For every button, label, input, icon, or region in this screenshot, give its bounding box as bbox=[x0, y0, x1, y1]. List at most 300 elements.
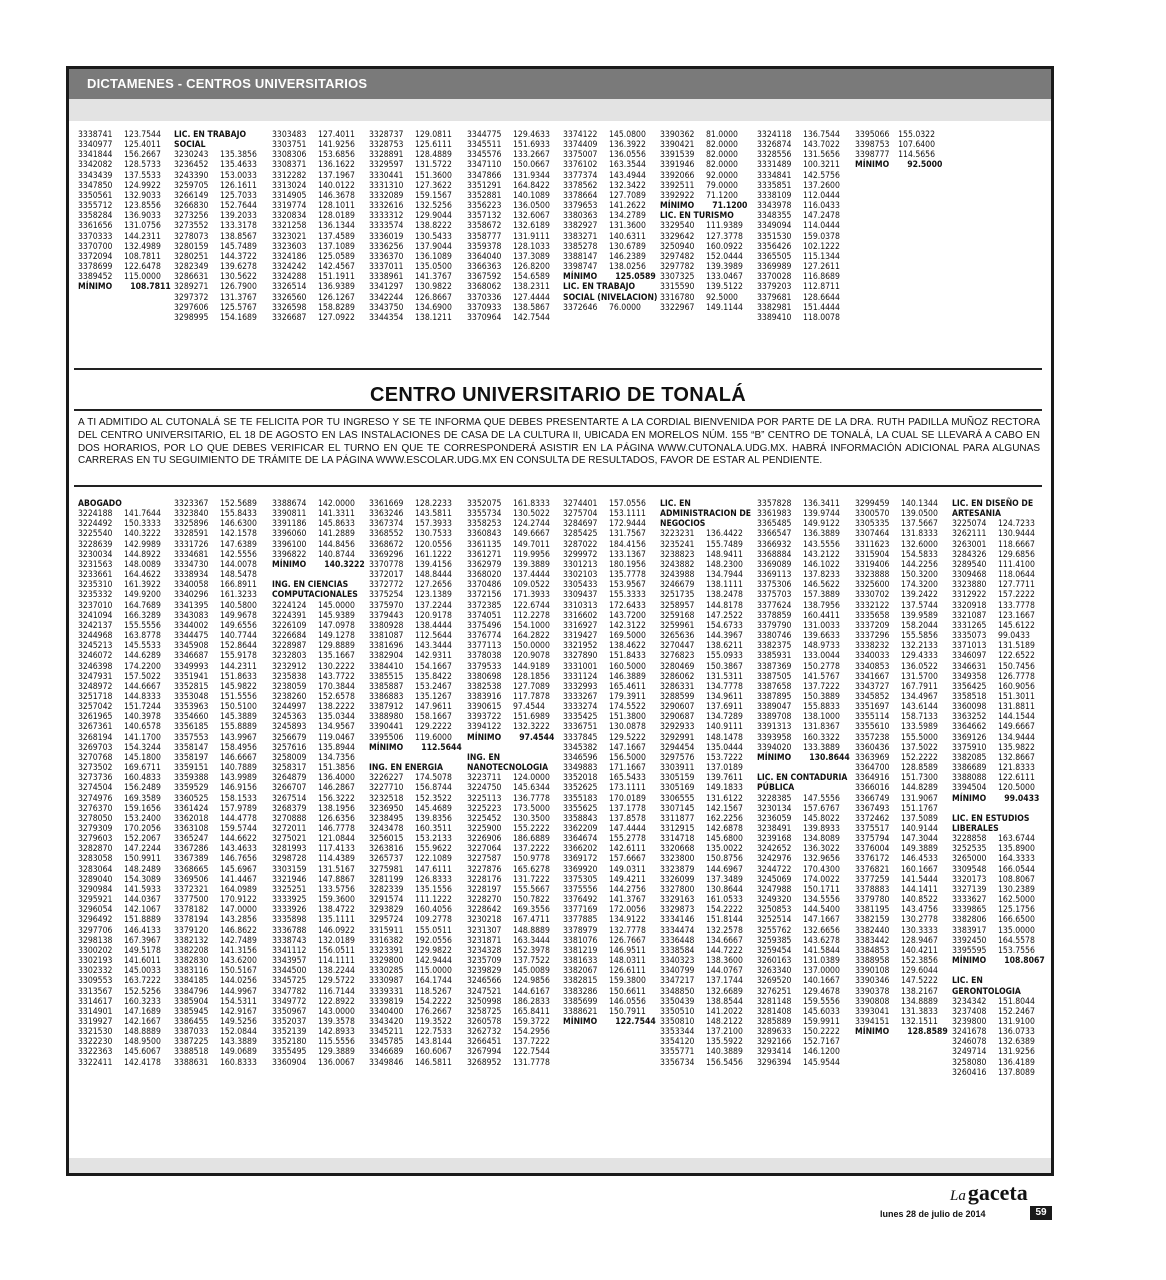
score-value: 151.6989 bbox=[513, 712, 550, 723]
score-value: 127.4011 bbox=[318, 130, 355, 140]
score-row bbox=[660, 529, 757, 539]
score-row bbox=[272, 272, 369, 282]
applicant-id: 3227876 bbox=[467, 864, 502, 875]
score-row bbox=[952, 631, 1042, 641]
applicant-id: 3382085 bbox=[952, 752, 987, 763]
applicant-id: 3354660 bbox=[174, 712, 209, 723]
score-value: 150.5100 bbox=[220, 702, 257, 713]
score-row bbox=[757, 997, 855, 1007]
score-row bbox=[78, 201, 174, 211]
score-value: 135.0500 bbox=[415, 262, 452, 273]
score-row bbox=[467, 987, 563, 997]
applicant-id: 3365505 bbox=[757, 251, 792, 262]
score-value: 144.3722 bbox=[220, 251, 257, 262]
applicant-id: 3328556 bbox=[757, 150, 792, 161]
applicant-id: 3395066 bbox=[855, 130, 890, 140]
score-value: 142.0000 bbox=[318, 499, 355, 509]
applicant-id: 3375794 bbox=[855, 834, 890, 845]
applicant-id: 3385904 bbox=[174, 996, 209, 1007]
applicant-id: 3368884 bbox=[757, 549, 792, 560]
score-value: 125.7033 bbox=[220, 190, 257, 201]
score-value: 130.6789 bbox=[609, 241, 646, 252]
score-value: 155.2222 bbox=[513, 824, 550, 834]
score-value: 149.9678 bbox=[220, 610, 257, 621]
score-row bbox=[272, 509, 369, 519]
score-row bbox=[272, 824, 369, 834]
applicant-id: 3381219 bbox=[563, 945, 598, 956]
score-row bbox=[563, 211, 660, 221]
score-row bbox=[78, 966, 174, 976]
score-value: 137.2244 bbox=[415, 600, 452, 611]
applicant-id: 3368020 bbox=[467, 570, 502, 581]
score-value: 153.0033 bbox=[220, 170, 257, 181]
score-value: 170.0189 bbox=[609, 793, 646, 804]
applicant-id: 3382904 bbox=[369, 651, 404, 662]
score-row bbox=[467, 529, 563, 539]
applicant-id: 3375306 bbox=[757, 580, 792, 591]
applicant-id: 3351530 bbox=[757, 231, 792, 242]
program-heading bbox=[78, 499, 174, 509]
applicant-id: 3343420 bbox=[369, 1016, 404, 1027]
score-value: 153.7222 bbox=[706, 752, 743, 763]
score-value: 145.4689 bbox=[415, 803, 452, 814]
score-value: 152.8644 bbox=[220, 641, 257, 652]
score-value: 139.5122 bbox=[706, 282, 743, 293]
applicant-id: 3383917 bbox=[952, 925, 987, 936]
score-row bbox=[660, 181, 757, 191]
applicant-id: 3374409 bbox=[563, 140, 598, 151]
applicant-id: 3336019 bbox=[369, 231, 404, 242]
score-row bbox=[563, 631, 660, 641]
applicant-id: 3366749 bbox=[855, 793, 890, 804]
score-value: 131.5189 bbox=[998, 641, 1035, 652]
applicant-id: 3321946 bbox=[272, 874, 307, 885]
applicant-id: 3381633 bbox=[563, 956, 598, 967]
score-row bbox=[757, 682, 855, 692]
applicant-id: 3266149 bbox=[174, 190, 209, 201]
applicant-id: 3326874 bbox=[757, 140, 792, 151]
score-row bbox=[660, 252, 757, 262]
score-value: 161.0533 bbox=[706, 895, 743, 906]
score-value: 140.5800 bbox=[220, 600, 257, 611]
score-value: 130.5022 bbox=[513, 509, 550, 520]
applicant-id: 3326598 bbox=[272, 302, 307, 313]
score-row bbox=[369, 1037, 467, 1047]
score-row bbox=[78, 191, 174, 201]
score-row bbox=[660, 814, 757, 824]
applicant-id: 3333274 bbox=[563, 702, 598, 713]
score-row bbox=[467, 499, 563, 509]
score-row bbox=[174, 926, 272, 936]
applicant-id: 3346689 bbox=[369, 1047, 404, 1058]
applicant-id: 3378699 bbox=[78, 262, 113, 273]
applicant-id: 3259385 bbox=[757, 935, 792, 946]
score-value: 139.8933 bbox=[803, 824, 840, 834]
score-row bbox=[369, 221, 467, 231]
applicant-id: 3295724 bbox=[369, 915, 404, 926]
applicant-id: 3383286 bbox=[563, 986, 598, 997]
score-row bbox=[272, 794, 369, 804]
score-value: 128.1011 bbox=[318, 201, 355, 212]
applicant-id: 3372462 bbox=[855, 813, 890, 824]
score-value: 174.5078 bbox=[415, 773, 452, 784]
score-value: 138.4444 bbox=[415, 620, 452, 631]
applicant-id: 3379203 bbox=[757, 282, 792, 293]
score-value: 122.7533 bbox=[415, 1027, 452, 1038]
score-row bbox=[174, 262, 272, 272]
applicant-id: 3263340 bbox=[757, 966, 792, 977]
applicant-id: 3245363 bbox=[272, 712, 307, 723]
applicant-id: 3369506 bbox=[174, 874, 209, 885]
score-value: 147.6111 bbox=[415, 864, 452, 875]
applicant-id: 3252535 bbox=[952, 844, 987, 855]
minimum-score-row bbox=[855, 160, 943, 171]
applicant-id: 3306555 bbox=[660, 793, 695, 804]
applicant-id: 3290687 bbox=[660, 712, 695, 723]
applicant-id: 3382067 bbox=[563, 966, 598, 977]
score-row bbox=[757, 631, 855, 641]
score-row bbox=[467, 601, 563, 611]
applicant-id: 3374051 bbox=[467, 610, 502, 621]
score-row bbox=[272, 631, 369, 641]
score-row bbox=[78, 590, 174, 600]
applicant-id: 3322363 bbox=[78, 1047, 113, 1058]
score-value: 156.0511 bbox=[318, 945, 355, 956]
score-value: 136.0522 bbox=[901, 661, 938, 672]
score-row bbox=[467, 895, 563, 905]
applicant-id: 3382806 bbox=[952, 915, 987, 926]
score-row bbox=[660, 682, 757, 692]
applicant-id bbox=[272, 570, 318, 580]
score-value: 131.8367 bbox=[803, 722, 840, 733]
applicant-id: 3336448 bbox=[660, 935, 695, 946]
applicant-id bbox=[369, 753, 415, 763]
applicant-id: 3224750 bbox=[467, 783, 502, 794]
applicant-id: 3386455 bbox=[174, 1016, 209, 1027]
applicant-id: 3360436 bbox=[855, 742, 890, 753]
score-value: 141.1700 bbox=[124, 732, 161, 743]
score-value: 135.9822 bbox=[998, 742, 1035, 753]
applicant-id: 3282339 bbox=[369, 884, 404, 895]
applicant-id: 3367389 bbox=[174, 854, 209, 865]
applicant-id: 3223711 bbox=[467, 773, 502, 784]
score-value: 138.2244 bbox=[318, 966, 355, 977]
score-row bbox=[78, 804, 174, 814]
tonala-column-7 bbox=[660, 499, 757, 1078]
applicant-id: 3341297 bbox=[369, 282, 404, 293]
applicant-id: 3349993 bbox=[174, 661, 209, 672]
score-value: 142.9167 bbox=[220, 1006, 257, 1017]
applicant-id: 3377374 bbox=[563, 170, 598, 181]
applicant-id: 3378182 bbox=[174, 905, 209, 916]
applicant-id: MÍNIMO bbox=[563, 272, 598, 283]
score-value: 108.7811 bbox=[130, 282, 171, 293]
program-heading bbox=[952, 509, 1042, 519]
score-value: 131.9067 bbox=[901, 793, 938, 804]
score-row bbox=[660, 1037, 757, 1047]
applicant-id: 3224124 bbox=[272, 600, 307, 611]
score-row bbox=[369, 804, 467, 814]
score-value: 132.4989 bbox=[124, 241, 161, 252]
applicant-id: 3388518 bbox=[174, 1047, 209, 1058]
applicant-id: 3292166 bbox=[757, 1037, 792, 1048]
score-value: 151.6933 bbox=[513, 140, 550, 151]
score-row bbox=[952, 834, 1042, 844]
applicant-id: 3225900 bbox=[467, 824, 502, 834]
applicant-id: 3321530 bbox=[78, 1027, 113, 1038]
score-row bbox=[174, 560, 272, 570]
top-column-7 bbox=[660, 130, 757, 323]
applicant-id: 3227064 bbox=[467, 844, 502, 855]
score-value: 137.3489 bbox=[706, 874, 743, 885]
applicant-id: COMPUTACIONALES bbox=[272, 590, 358, 601]
score-row bbox=[660, 191, 757, 201]
applicant-id: 3297482 bbox=[660, 251, 695, 262]
applicant-id: 3394020 bbox=[757, 742, 792, 753]
score-row bbox=[272, 140, 369, 150]
score-value: 169.6711 bbox=[124, 763, 161, 774]
score-row bbox=[272, 712, 369, 722]
score-row bbox=[272, 1037, 369, 1047]
score-value: 155.5000 bbox=[901, 732, 938, 743]
applicant-id: 3230134 bbox=[757, 803, 792, 814]
score-row bbox=[855, 753, 952, 763]
applicant-id: 3347866 bbox=[467, 170, 502, 181]
applicant-id: 3269703 bbox=[78, 742, 113, 753]
score-row bbox=[174, 814, 272, 824]
score-row bbox=[660, 783, 757, 793]
score-row bbox=[467, 814, 563, 824]
score-value: 141.9256 bbox=[318, 140, 355, 151]
applicant-id: 3389708 bbox=[757, 712, 792, 723]
score-row bbox=[174, 987, 272, 997]
score-value: 100.3211 bbox=[803, 160, 840, 171]
applicant-id: 3286331 bbox=[660, 681, 695, 692]
applicant-id: 3355771 bbox=[660, 1047, 695, 1058]
applicant-id: 3388958 bbox=[855, 956, 890, 967]
score-value: 147.8867 bbox=[318, 874, 355, 885]
program-heading bbox=[660, 499, 757, 509]
score-value: 135.0000 bbox=[998, 925, 1035, 936]
applicant-id: 3289271 bbox=[174, 282, 209, 293]
score-row bbox=[660, 570, 757, 580]
applicant-id: 3349772 bbox=[272, 996, 307, 1007]
score-value: 135.8944 bbox=[318, 742, 355, 753]
score-value: 147.3044 bbox=[901, 834, 938, 845]
score-row bbox=[174, 662, 272, 672]
applicant-id: 3382815 bbox=[563, 976, 598, 987]
applicant-id: 3378883 bbox=[855, 884, 890, 895]
applicant-id: 3370336 bbox=[467, 292, 502, 303]
applicant-id: 3357828 bbox=[757, 499, 792, 509]
score-value: 136.9033 bbox=[124, 211, 161, 222]
applicant-id: 3316602 bbox=[563, 610, 598, 621]
score-value: 111.1222 bbox=[415, 895, 452, 906]
score-row bbox=[467, 773, 563, 783]
applicant-id: 3392066 bbox=[660, 170, 695, 181]
score-row bbox=[369, 601, 467, 611]
score-row bbox=[855, 997, 952, 1007]
score-row bbox=[952, 1007, 1042, 1017]
score-value: 143.7022 bbox=[803, 140, 840, 151]
score-row bbox=[855, 966, 952, 976]
applicant-id: 3295921 bbox=[78, 895, 113, 906]
score-value: 127.7089 bbox=[609, 190, 646, 201]
score-row bbox=[369, 773, 467, 783]
score-value: 144.6967 bbox=[706, 864, 743, 875]
score-value: 127.0922 bbox=[318, 312, 355, 323]
score-row bbox=[174, 201, 272, 211]
score-value: 154.6589 bbox=[513, 272, 550, 283]
applicant-id: 3228176 bbox=[467, 874, 502, 885]
applicant-id: 3339865 bbox=[952, 905, 987, 916]
score-value: 167.4711 bbox=[513, 915, 550, 926]
score-row bbox=[174, 936, 272, 946]
score-row bbox=[563, 160, 660, 170]
score-value: 147.5222 bbox=[901, 976, 938, 987]
score-value: 131.0756 bbox=[124, 221, 161, 232]
score-value: 143.9967 bbox=[220, 732, 257, 743]
applicant-id: MÍNIMO bbox=[660, 201, 695, 212]
score-value: 114.5656 bbox=[898, 150, 935, 161]
applicant-id: 3362209 bbox=[563, 824, 598, 834]
score-row bbox=[272, 293, 369, 303]
score-value: 132.6689 bbox=[706, 986, 743, 997]
score-row bbox=[272, 773, 369, 783]
score-row bbox=[174, 303, 272, 313]
score-value: 164.1744 bbox=[415, 976, 452, 987]
top-column-3 bbox=[272, 130, 369, 323]
spacer-row bbox=[952, 804, 1042, 814]
applicant-id: 3364040 bbox=[467, 251, 502, 262]
score-row bbox=[174, 641, 272, 651]
score-value: 134.4967 bbox=[901, 691, 938, 702]
score-row bbox=[78, 834, 174, 844]
score-value: 134.7356 bbox=[318, 752, 355, 763]
score-value: 155.9622 bbox=[415, 844, 452, 855]
score-value bbox=[998, 966, 1042, 976]
applicant-id: 3237408 bbox=[952, 1006, 987, 1017]
score-value: 155.7489 bbox=[706, 539, 743, 550]
score-value: 173.5000 bbox=[513, 803, 550, 814]
score-row bbox=[369, 580, 467, 590]
score-row bbox=[952, 692, 1042, 702]
score-value: 129.4333 bbox=[901, 651, 938, 662]
score-value: 176.2667 bbox=[415, 1006, 452, 1017]
applicant-id: 3355712 bbox=[78, 201, 113, 212]
score-row bbox=[369, 313, 467, 323]
score-value: 138.2478 bbox=[706, 590, 743, 601]
score-value: 132.5256 bbox=[415, 201, 452, 212]
score-row bbox=[757, 926, 855, 936]
score-value: 154.2222 bbox=[415, 996, 452, 1007]
applicant-id: 3335898 bbox=[272, 915, 307, 926]
score-row bbox=[563, 956, 660, 966]
score-row bbox=[563, 621, 660, 631]
applicant-id: 3382538 bbox=[467, 681, 502, 692]
score-value: 167.3967 bbox=[124, 935, 161, 946]
applicant-id: 3339819 bbox=[369, 996, 404, 1007]
program-heading bbox=[467, 763, 563, 773]
score-value: 139.2033 bbox=[220, 211, 257, 222]
score-value: 99.0433 bbox=[998, 631, 1030, 642]
score-row bbox=[660, 865, 757, 875]
score-value: 148.2300 bbox=[706, 559, 743, 570]
applicant-id: 3228197 bbox=[467, 884, 502, 895]
applicant-id: 3327139 bbox=[952, 884, 987, 895]
score-row bbox=[563, 763, 660, 773]
applicant-id: 3274976 bbox=[78, 793, 113, 804]
score-value: 150.5167 bbox=[220, 966, 257, 977]
applicant-id: 3336370 bbox=[369, 251, 404, 262]
score-row bbox=[467, 1017, 563, 1027]
score-row bbox=[467, 181, 563, 191]
applicant-id: 3366363 bbox=[467, 262, 502, 273]
applicant-id: 3263816 bbox=[369, 844, 404, 855]
applicant-id: 3379780 bbox=[855, 895, 890, 906]
score-value bbox=[803, 763, 855, 773]
applicant-id: 3321258 bbox=[272, 221, 307, 232]
score-value: 152.5256 bbox=[124, 986, 161, 997]
applicant-id: 3352881 bbox=[467, 190, 502, 201]
score-value: 146.3678 bbox=[318, 190, 355, 201]
score-row bbox=[660, 1007, 757, 1017]
score-value: 172.6433 bbox=[609, 600, 646, 611]
score-value: 156.3222 bbox=[318, 793, 355, 804]
score-row bbox=[952, 560, 1042, 570]
score-row bbox=[855, 601, 952, 611]
applicant-id: PÚBLICA bbox=[757, 783, 795, 794]
applicant-id: 3333312 bbox=[369, 211, 404, 222]
score-row bbox=[757, 722, 855, 732]
score-value: 162.5000 bbox=[998, 895, 1035, 906]
score-value: 146.9511 bbox=[609, 945, 646, 956]
score-value: 132.1511 bbox=[901, 1016, 938, 1027]
applicant-id: 3355114 bbox=[855, 712, 890, 723]
applicant-id: 3354120 bbox=[660, 1037, 695, 1048]
applicant-id: 3297606 bbox=[174, 302, 209, 313]
applicant-id: 3380928 bbox=[369, 620, 404, 631]
title-divider bbox=[74, 409, 1042, 411]
applicant-id: 3226227 bbox=[369, 773, 404, 784]
score-value: 147.0978 bbox=[318, 620, 355, 631]
score-value: 166.0544 bbox=[998, 864, 1035, 875]
score-row bbox=[563, 1007, 660, 1017]
applicant-id: 3340033 bbox=[855, 651, 890, 662]
score-value: 131.8333 bbox=[901, 529, 938, 540]
score-value: 149.6556 bbox=[220, 620, 257, 631]
applicant-id: 3338961 bbox=[369, 272, 404, 283]
header-band bbox=[69, 99, 1051, 121]
applicant-id: 3292991 bbox=[660, 732, 695, 743]
score-value: 143.8144 bbox=[415, 1037, 452, 1048]
applicant-id: 3333926 bbox=[272, 905, 307, 916]
applicant-id: 3276370 bbox=[78, 803, 113, 814]
score-value: 158.1667 bbox=[415, 712, 452, 723]
score-row bbox=[467, 966, 563, 976]
applicant-id: 3267361 bbox=[78, 722, 113, 733]
applicant-id: 3262111 bbox=[952, 529, 987, 540]
applicant-id: 3375517 bbox=[855, 824, 890, 834]
applicant-id: 3387505 bbox=[757, 671, 792, 682]
score-row bbox=[174, 956, 272, 966]
applicant-id: 3282870 bbox=[78, 844, 113, 855]
applicant-id: ING. EN CIENCIAS bbox=[272, 580, 349, 591]
score-value: 131.5656 bbox=[803, 150, 840, 161]
score-value: 143.6278 bbox=[803, 935, 840, 946]
applicant-id: 3358253 bbox=[467, 519, 502, 530]
applicant-id: 3344775 bbox=[467, 130, 502, 140]
